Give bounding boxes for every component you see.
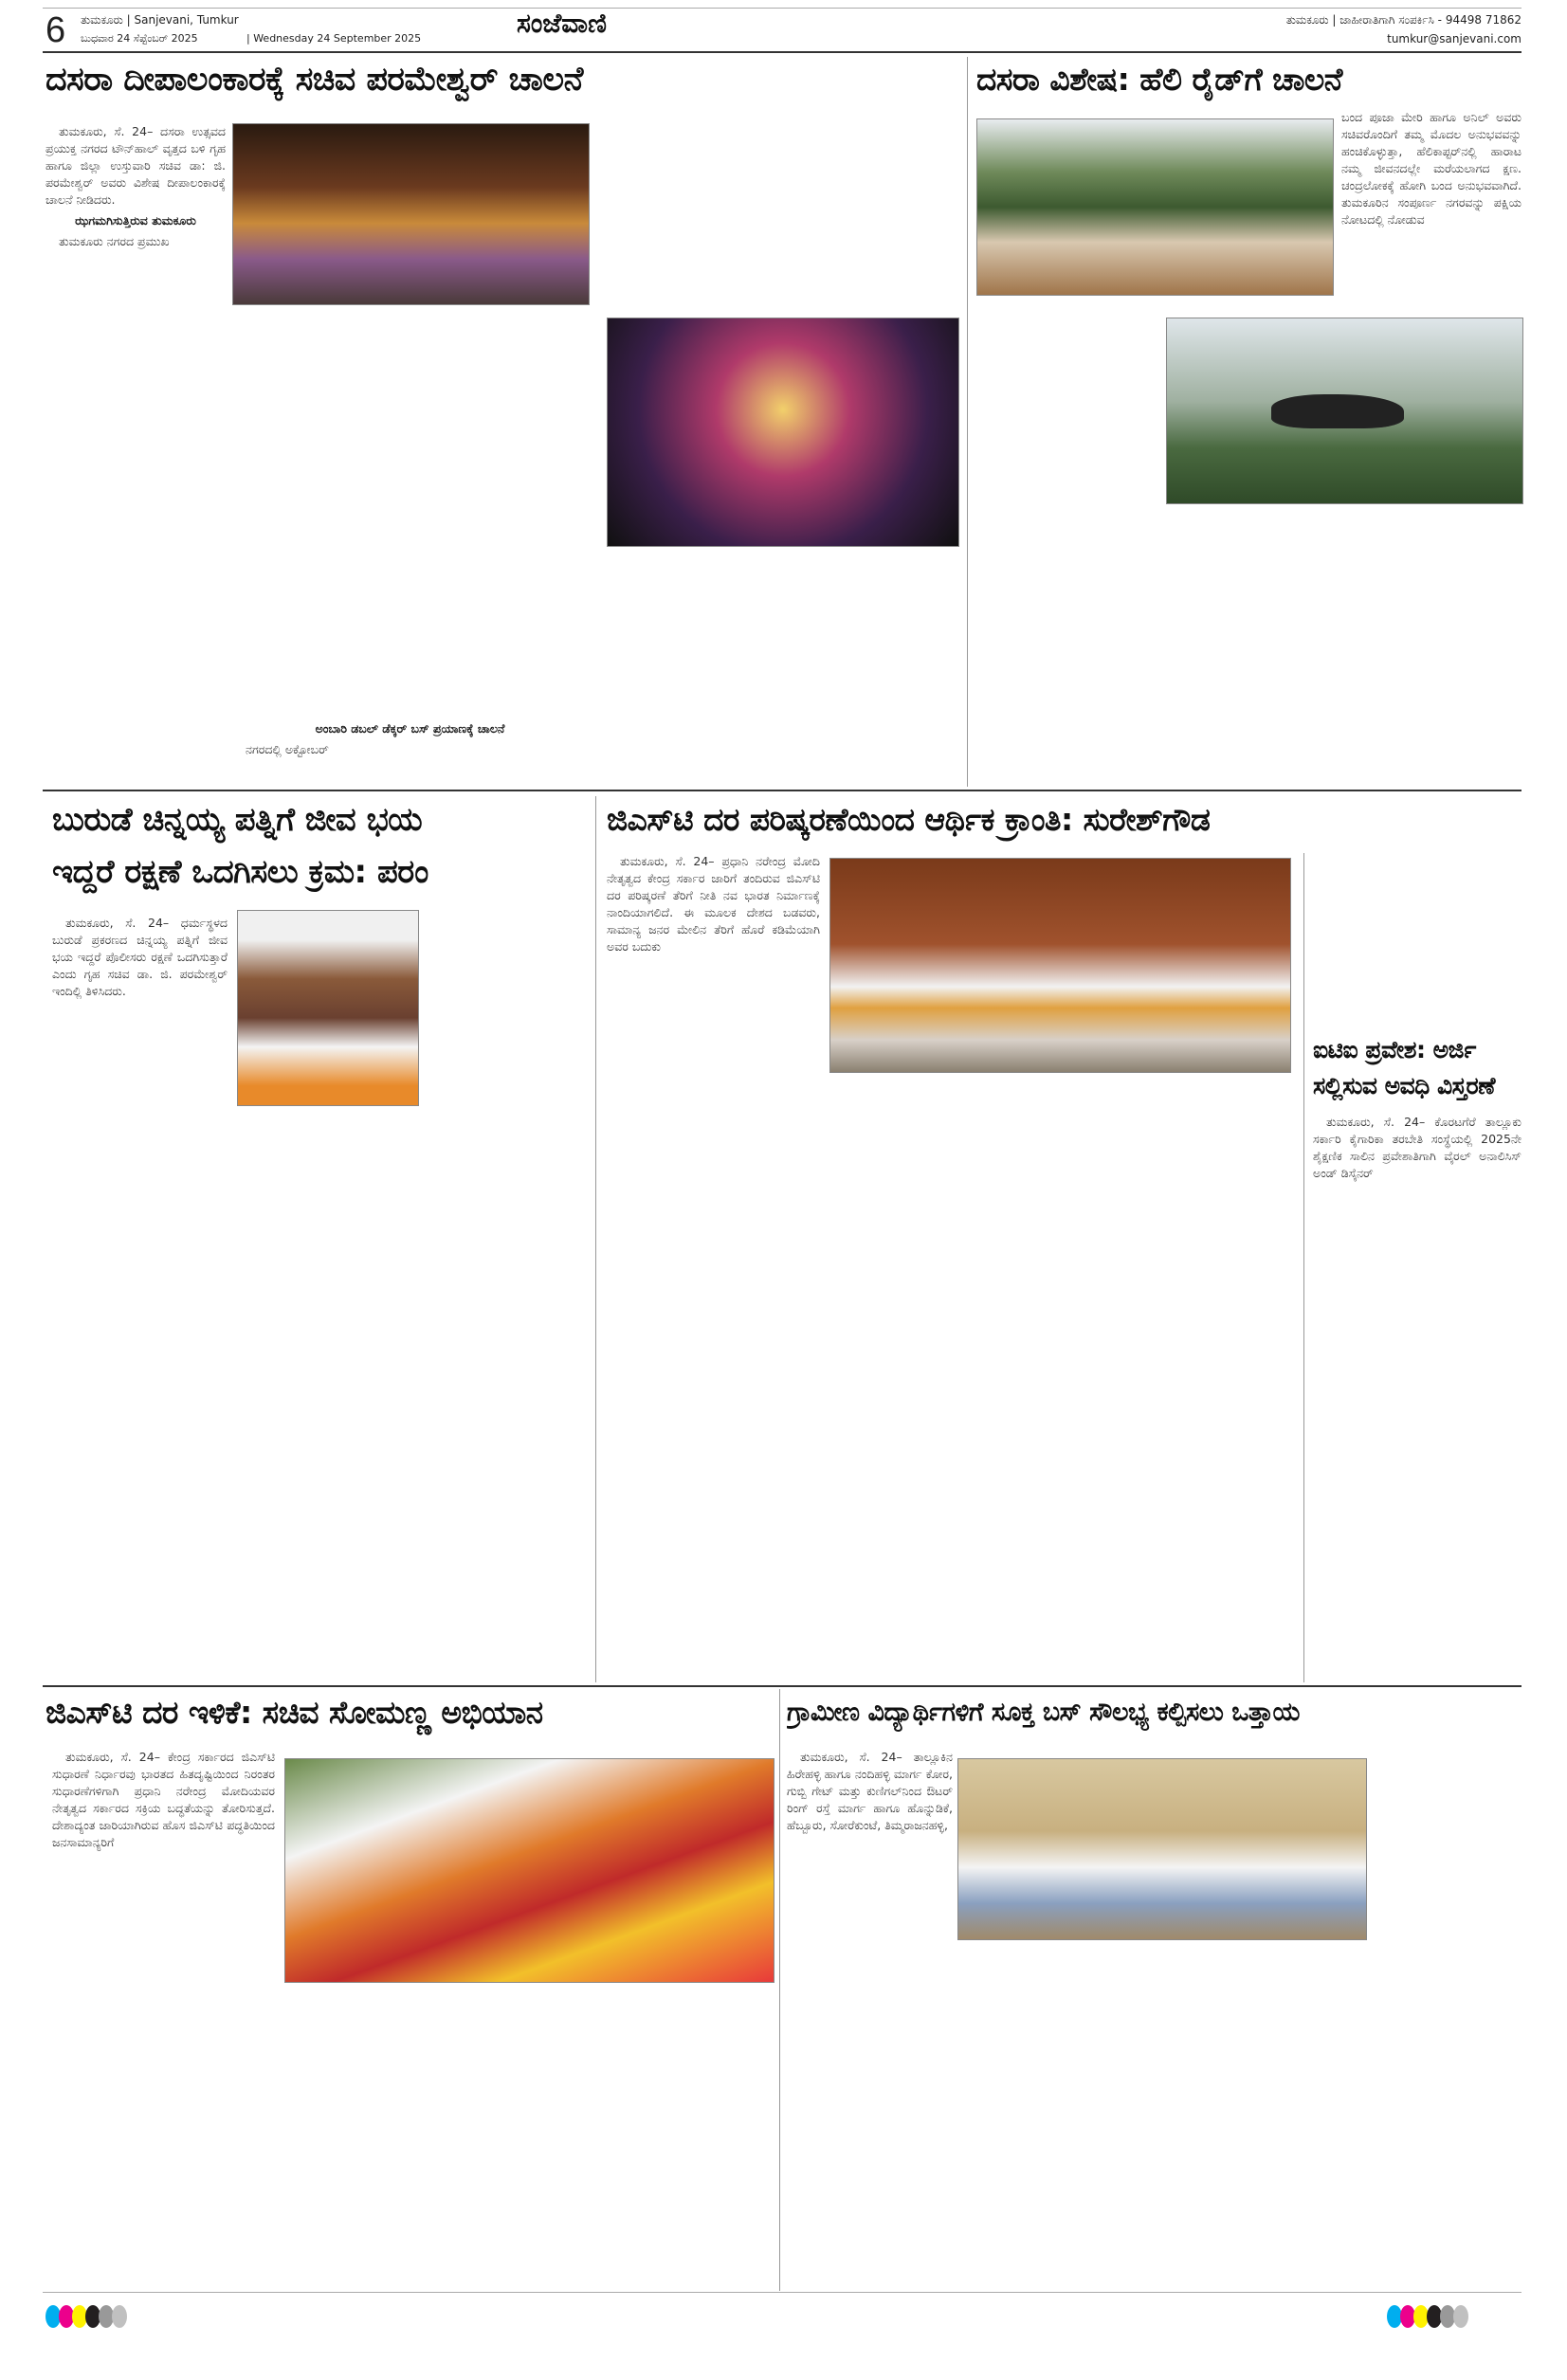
photo-helicopter-flying: [1166, 318, 1523, 504]
gst-somanna-lead: ತುಮಕೂರು, ಸೆ. 24– ಕೇಂದ್ರ ಸರ್ಕಾರದ ಜಿಎಸ್‌ಟಿ ಸುಧಾರಣೆ ನಿರ್ಧಾರವು ಭಾರತದ ಹಿತದೃಷ್ಟಿಯಿಂದ ನಿರಂತರ ಸುಧಾರಣೆಗಳಿಗಾಗಿ ಪ್ರಧಾನಿ ನರೇಂದ್ರ ಮೋದಿಯವರ ನೇತೃತ್ವದ ಸರ್ಕಾರದ ಸಕ್ರಿಯ ಬದ್ಧತೆಯನ್ನು ತೋರಿಸುತ್ತದೆ. ದೇಶಾದ್ಯಂತ ಜಾರಿಯಾಗಿರುವ ಹೊಸ ಜಿಎಸ್‌ಟಿ ಪದ್ಧತಿಯಿಂದ ಜನಸಾಮಾನ್ಯರಿಗೆ: [52, 1750, 275, 1849]
column-divider: [1303, 853, 1304, 1682]
photo-parameshwar-portrait: [237, 910, 419, 1106]
heli-body: ಬಂದ ಪೂಜಾ ಮೇರಿ ಹಾಗೂ ಅನಿಲ್ ಅವರು ಸಚಿವರೊಂದಿಗೆ ತಮ್ಮ ಮೊದಲ ಅನುಭವವನ್ನು ಹಂಚಿಕೊಳ್ಳುತ್ತಾ, ಹೆಲಿಕಾಪ್ಟರ್‌ನಲ್ಲಿ ಹಾರಾಟ ನಮ್ಮ ಜೀವನದಲ್ಲೇ ಮರೆಯಲಾಗದ ಕ್ಷಣ. ಚಂದ್ರಲೋಕಕ್ಕೆ ಹೋಗಿ ಬಂದ ಅನುಭವವಾಗಿದೆ. ತುಮಕೂರಿನ ಸಂಪೂರ್ಣ ನಗರವನ್ನು ಪಕ್ಷಿಯ ನೋಟದಲ್ಲಿ ನೋಡುವ: [1341, 110, 1521, 227]
place-en: | Sanjevani, Tumkur: [126, 13, 239, 27]
photo-fruit-market: [284, 1758, 774, 1983]
bus-body: [787, 1749, 953, 2289]
headline-burude-line1: ಬುರುಡೆ ಚಿನ್ನಯ್ಯ ಪತ್ನಿಗೆ ಜೀವ ಭಯ: [52, 801, 423, 839]
section-rule: [43, 790, 1521, 791]
headline-gst-somanna: ಜಿಎಸ್‌ಟಿ ದರ ಇಳಿಕೆ: ಸಚಿವ ಸೋಮಣ್ಣ ಅಭಿಯಾನ: [46, 1694, 543, 1731]
column-divider: [779, 1689, 780, 2291]
gst-suresh-lead: ತುಮಕೂರು, ಸೆ. 24– ಪ್ರಧಾನಿ ನರೇಂದ್ರ ಮೋದಿ ನೇತೃತ್ವದ ಕೇಂದ್ರ ಸರ್ಕಾರ ಜಾರಿಗೆ ತಂದಿರುವ ಜಿಎಸ್‌ಟಿ ದರ ಪರಿಷ್ಕರಣೆ ತೆರಿಗೆ ನೀತಿ ನವ ಭಾರತ ನಿರ್ಮಾಣಕ್ಕೆ ನಾಂದಿಯಾಗಲಿದೆ. ಈ ಮೂಲಕ ದೇಶದ ಬಡವರು, ಸಾಮಾನ್ಯ ಜನರ ಮೇಲಿನ ತೆರಿಗೆ ಹೊರೆ ಕಡಿಮೆಯಾಗಿ ಅವರ ಬದುಕು: [607, 854, 820, 954]
photo-double-decker-bus: [607, 318, 959, 547]
section-rule: [43, 1685, 1521, 1687]
masthead-logo: [517, 8, 607, 40]
gst-suresh-body: [607, 853, 820, 1678]
burude-body: [52, 915, 228, 1682]
photo-officials-meeting: [957, 1758, 1367, 1940]
color-registration-marks-left: [46, 2305, 125, 2332]
photo-press-meet: [829, 858, 1291, 1073]
header-email: tumkur@sanjevani.com: [1387, 32, 1521, 45]
top-rule: [43, 8, 1521, 9]
light-gray-dot: [112, 2305, 127, 2328]
bus-lead: ತುಮಕೂರು, ಸೆ. 24– ತಾಲ್ಲೂಕಿನ ಹಿರೇಹಳ್ಳಿ ಹಾಗೂ ನಂದಿಹಳ್ಳಿ ಮಾರ್ಗ ಕೋರ, ಗುಬ್ಬಿ ಗೇಟ್ ಮತ್ತು ಕುಣಿಗಲ್‌ನಿಂದ ಔಟರ್ ರಿಂಗ್ ರಸ್ತೆ ಮಾರ್ಗ ಹಾಗೂ ಹೊನ್ನುಡಿಕೆ, ಹೆಬ್ಬೂರು, ಸೋರೆಕುಂಟೆ, ತಿಮ್ಮರಾಜನಹಳ್ಳಿ,: [787, 1750, 953, 1832]
headline-iti-line1: ಐಟಿಐ ಪ್ರವೇಶ: ಅರ್ಜಿ: [1313, 1036, 1476, 1063]
header-rule: [43, 51, 1521, 53]
masthead: ಸಂಜೆವಾಣಿ: [517, 8, 607, 39]
headline-heli: ದಸರಾ ವಿಶೇಷ: ಹೆಲಿ ರೈಡ್‌ಗೆ ಚಾಲನೆ: [976, 61, 1342, 98]
iti-body: [1313, 1114, 1521, 1682]
gst-somanna-body: [52, 1749, 275, 2289]
place-kn: ತುಮಕೂರು: [81, 13, 123, 27]
headline-bus: ಗ್ರಾಮೀಣ ವಿದ್ಯಾರ್ಥಿಗಳಿಗೆ ಸೂಕ್ತ ಬಸ್ ಸೌಲಭ್ಯ ಕಲ್ಪಿಸಲು ಒತ್ತಾಯ: [787, 1698, 1300, 1727]
headline-iti-line2: ಸಲ್ಲಿಸುವ ಅವಧಿ ವಿಸ್ತರಣೆ: [1313, 1072, 1495, 1099]
photo-helicopter-launch: [976, 118, 1334, 296]
article-dasara-col-mid: [232, 313, 588, 787]
dasara-subhead1: ಝಗಮಗಿಸುತ್ತಿರುವ ತುಮಕೂರು: [75, 213, 196, 227]
page-number: 6: [46, 10, 66, 50]
headline-dasara: ದಸರಾ ದೀಪಾಲಂಕಾರಕ್ಕೆ ಸಚಿವ ಪರಮೇಶ್ವರ್ ಚಾಲನೆ: [46, 61, 583, 99]
date-en: | Wednesday 24 September 2025: [246, 32, 422, 45]
bottom-rule: [43, 2292, 1521, 2293]
dasara-subhead2: ಅಂಬಾರಿ ಡಬಲ್ ಡೆಕ್ಕರ್ ಬಸ್ ಪ್ರಯಾಣಕ್ಕೆ ಚಾಲನೆ: [315, 721, 505, 736]
header-place: [81, 13, 239, 27]
iti-lead: ತುಮಕೂರು, ಸೆ. 24– ಕೊರಟಗೆರೆ ತಾಲ್ಲೂಕು ಸರ್ಕಾರಿ ಕೈಗಾರಿಕಾ ತರಬೇತಿ ಸಂಸ್ಥೆಯಲ್ಲಿ 2025ನೇ ಶೈಕ್ಷಣಿಕ ಸಾಲಿನ ಪ್ರವೇಶಾತಿಗಾಗಿ ವೈರಲ್ ಅನಾಲಿಸಿಸ್ ಅಂಡ್ ಡಿಸೈನರ್: [1313, 1115, 1521, 1180]
helicopter-shape: [1271, 394, 1404, 428]
article-dasara-col1: [46, 123, 226, 787]
photo-dasara-lighting: [232, 123, 590, 305]
light-gray-dot: [1453, 2305, 1468, 2328]
column-divider: [967, 57, 968, 787]
date-kn: ಬುಧವಾರ 24 ಸೆಪ್ಟೆಂಬರ್ 2025: [81, 32, 198, 45]
burude-lead: ತುಮಕೂರು, ಸೆ. 24– ಧರ್ಮಸ್ಥಳದ ಬುರುಡೆ ಪ್ರಕರಣದ ಚಿನ್ನಯ್ಯ ಪತ್ನಿಗೆ ಜೀವ ಭಯ ಇದ್ದರೆ ಪೊಲೀಸರು ರಕ್ಷಣೆ ಒದಗಿಸುತ್ತಾರೆ ಎಂದು ಗೃಹ ಸಚಿವ ಡಾ. ಜಿ. ಪರಮೇಶ್ವರ್ ಇಂದಿಲ್ಲಿ ತಿಳಿಸಿದರು.: [52, 916, 228, 998]
headline-gst-suresh: ಜಿಎಸ್‌ಟಿ ದರ ಪರಿಷ್ಕರಣೆಯಿಂದ ಆರ್ಥಿಕ ಕ್ರಾಂತಿ: ಸುರೇಶ್‌ಗೌಡ: [607, 801, 1211, 838]
dasara-lead: ತುಮಕೂರು, ಸೆ. 24– ದಸರಾ ಉತ್ಸವದ ಪ್ರಯುಕ್ತ ನಗರದ ಟೌನ್‌ಹಾಲ್ ವೃತ್ತದ ಬಳಿ ಗೃಹ ಹಾಗೂ ಜಿಲ್ಲಾ ಉಸ್ತುವಾರಿ ಸಚಿವ ಡಾ: ಜಿ. ಪರಮೇಶ್ವರ್ ಅವರು ವಿಶೇಷ ದೀಪಾಲಂಕಾರಕ್ಕೆ ಚಾಲನೆ ನೀಡಿದರು.: [46, 124, 226, 207]
header-contact: ತುಮಕೂರು | ಜಾಹೀರಾತಿಗಾಗಿ ಸಂಪರ್ಕಿಸಿ - 94498 71862: [1285, 13, 1521, 27]
color-registration-marks-right: [1387, 2305, 1467, 2332]
headline-burude-line2: ಇದ್ದರೆ ರಕ್ಷಣೆ ಒದಗಿಸಲು ಕ್ರಮ: ಪರಂ: [52, 853, 428, 891]
dasara-para2: ನಗರದಲ್ಲಿ ಅಕ್ಟೋಬರ್: [246, 742, 329, 756]
dasara-para1: ತುಮಕೂರು ನಗರದ ಪ್ರಮುಖ: [59, 234, 170, 248]
column-divider: [595, 796, 596, 1682]
